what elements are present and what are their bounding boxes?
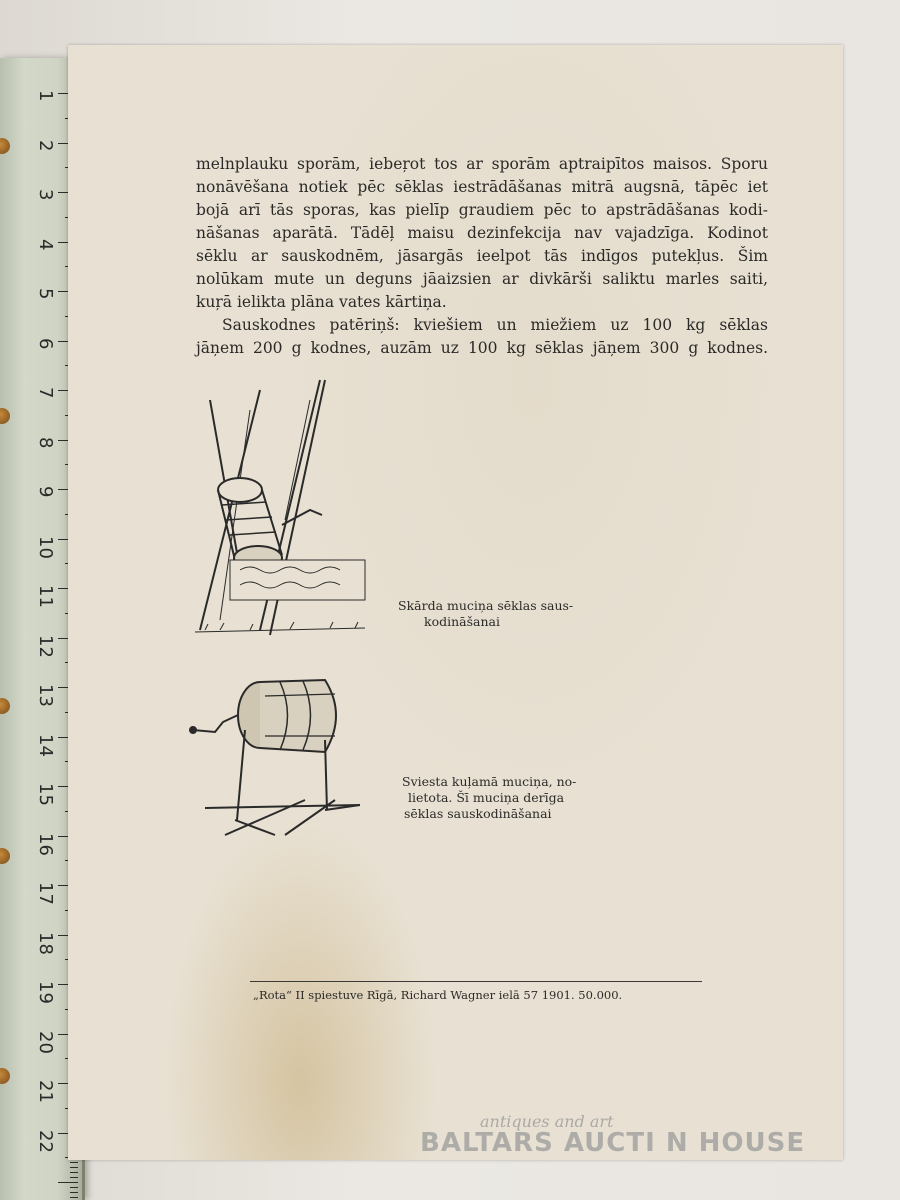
- figure-2-caption: [402, 774, 576, 822]
- ruler-rivet: [0, 698, 10, 714]
- ruler-number: 1: [35, 90, 56, 102]
- caption-line: kodināšanai: [424, 614, 500, 629]
- text-line: bojā arī tās sporas, kas pielīp graudiem pēc to apstrādāšanas kodi-: [196, 201, 768, 219]
- ruler-tick: [70, 1172, 78, 1173]
- ruler-number: 7: [35, 387, 56, 399]
- ruler-number: 16: [35, 832, 56, 856]
- ruler-tick: [70, 1167, 78, 1168]
- ruler-tick: [70, 1197, 78, 1198]
- caption-line: Sviesta kuļamā muciņa, no-: [402, 774, 577, 789]
- ruler-number: 13: [35, 684, 56, 707]
- tin-drum-illustration: [190, 370, 370, 640]
- ruler-rivet: [0, 408, 10, 424]
- ruler-number: 21: [35, 1080, 56, 1103]
- watermark-subtitle: antiques and art: [480, 1112, 614, 1131]
- watermark-logo: BALTARS AUCTI N HOUSE: [420, 1128, 806, 1158]
- printer-imprint: „Rota“ II spiestuve Rīgā, Richard Wagner ielā 57 1901. 50.000.: [253, 988, 623, 1002]
- ruler-number: 4: [35, 238, 56, 250]
- text-line: nāšanas aparātā. Tādēļ maisu dezinfekcija nav vajadzīga. Kodinot: [196, 224, 768, 242]
- ruler-number: 11: [35, 585, 56, 608]
- ruler-tick: [58, 1182, 78, 1183]
- paragraph-1: [196, 153, 768, 314]
- ruler-number: 2: [35, 139, 56, 151]
- ruler-tick: [70, 1162, 78, 1163]
- caption-line: sēklas sauskodināšanai: [404, 806, 552, 821]
- ruler-tick: [70, 1177, 78, 1178]
- ruler-number: 12: [35, 634, 56, 658]
- caption-line: Skārda muciņa sēklas saus-: [398, 598, 574, 613]
- ruler-number: 22: [35, 1129, 56, 1153]
- figure-1-caption: [398, 598, 573, 630]
- butter-churn-illustration: [185, 670, 370, 845]
- text-line: nonāvēšana notiek pēc sēklas iestrādāšanas mitrā augsnā, tāpēc iet: [196, 178, 768, 196]
- footer-divider: [250, 981, 702, 982]
- ruler-number: 17: [35, 882, 56, 905]
- caption-line: lietota. Šī muciņa derīga: [408, 790, 565, 805]
- ruler-number: 9: [35, 486, 56, 498]
- text-line: sēklu ar sauskodnēm, jāsargās ieelpot tās indīgos putekļus. Šim: [196, 247, 768, 265]
- text-line: jāņem 200 g kodnes, auzām uz 100 kg sēklas jāņem 300 g kodnes.: [196, 339, 768, 357]
- ruler-number: 3: [35, 189, 56, 201]
- paragraph-2: [196, 314, 768, 360]
- body-text: [196, 153, 768, 360]
- ruler-rivet: [0, 848, 10, 864]
- ruler-number: 10: [35, 535, 56, 559]
- ruler-number: 5: [35, 288, 56, 300]
- ruler-tick: [70, 1192, 78, 1193]
- ruler-number: 14: [35, 733, 56, 757]
- ruler-tick: [70, 1187, 78, 1188]
- ruler-rivet: [0, 138, 10, 154]
- ruler-number: 19: [35, 981, 56, 1004]
- ruler-number: 18: [35, 931, 56, 955]
- ruler-rivet: [0, 1068, 10, 1084]
- text-line: melnplauku sporām, iebeŗot tos ar sporām aptraipītos maisos. Sporu: [196, 155, 768, 173]
- ruler-number: 20: [35, 1030, 56, 1054]
- text-line: Sauskodnes patēriņš: kviešiem un miežiem uz 100 kg sēklas: [222, 316, 768, 334]
- text-line: kuŗā ielikta plāna vates kārtiņa.: [196, 293, 447, 311]
- text-line: nolūkam mute un deguns jāaizsien ar divkārši saliktu marles saiti,: [196, 270, 768, 288]
- ruler-number: 15: [35, 783, 56, 806]
- ruler-number: 6: [35, 337, 56, 349]
- ruler-number: 8: [35, 436, 56, 448]
